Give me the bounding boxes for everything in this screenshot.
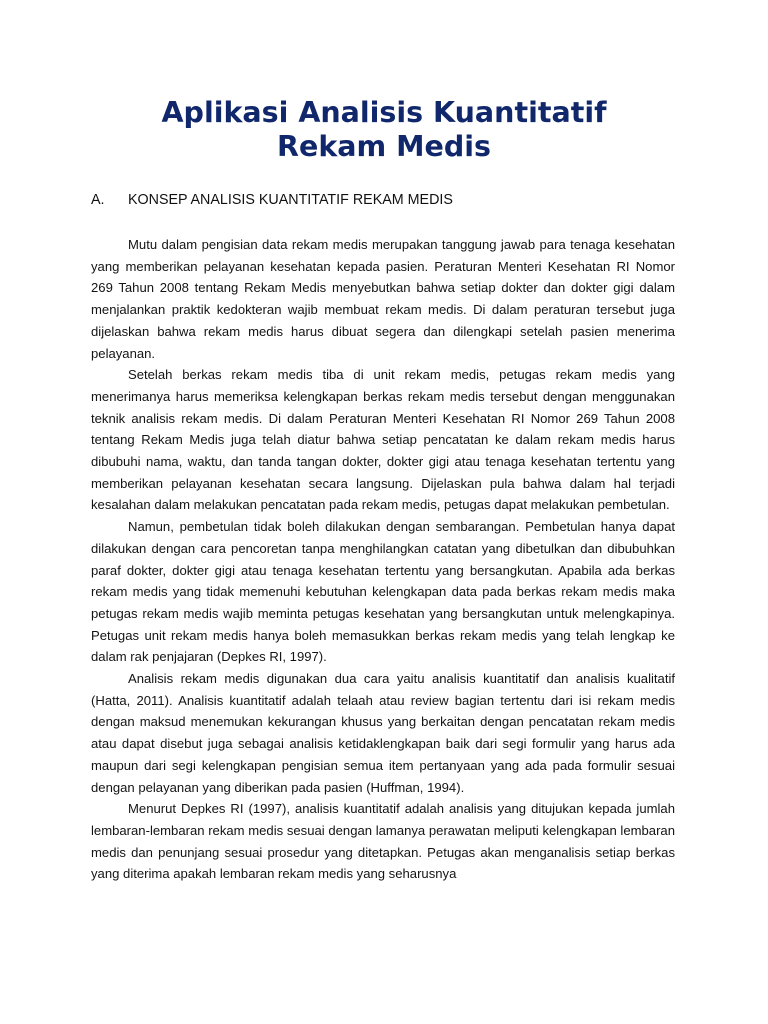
paragraph: Setelah berkas rekam medis tiba di unit rekam medis, petugas rekam medis yang menerimanya harus memeriksa kelengkapan berkas rekam medis tersebut dengan menggunakan teknik analisis rekam medis. Di dalam Peraturan Menteri Kesehatan RI Nomor 269 Tahun 2008 tentang Rekam Medis juga telah diatur bahwa setiap pencatatan ke dalam rekam medis harus dibubuhi nama, waktu, dan tanda tangan dokter, dokter gigi atau tenaga kesehatan tertentu yang memberikan pelayanan kesehatan secara langsung. Dijelaskan pula bahwa dalam hal terjadi kesalahan dalam melakukan pencatatan pada rekam medis, petugas dapat melakukan pembetulan. (91, 367, 675, 513)
section-heading-text: KONSEP ANALISIS KUANTITATIF REKAM MEDIS (128, 192, 453, 208)
document-title (92, 96, 676, 164)
section-letter: A. (91, 192, 105, 208)
paragraph: Analisis rekam medis digunakan dua cara yaitu analisis kuantitatif dan analisis kualitatif (Hatta, 2011). Analisis kuantitatif adalah telaah atau review bagian tertentu dari isi rekam medis dengan maksud menemukan kekurangan khusus yang berkaitan dengan pencatatan rekam medis atau dapat disebut juga sebagai analisis ketidaklengkapan baik dari segi formulir yang harus ada maupun dari segi kelengkapan pengisian semua item pertanyaan yang ada pada formulir sesuai dengan pelayanan yang diberikan pada pasien (Huffman, 1994). (91, 671, 675, 795)
section-heading (91, 190, 675, 210)
body-text (91, 234, 675, 885)
paragraph: Namun, pembetulan tidak boleh dilakukan dengan sembarangan. Pembetulan hanya dapat dilakukan dengan cara pencoretan tanpa menghilangkan catatan yang dibetulkan dan dibubuhkan paraf dokter, dokter gigi atau tenaga kesehatan tertentu yang bersangkutan. Apabila ada berkas rekam medis yang tidak memenuhi kebutuhan kelengkapan data pada berkas rekam medis maka petugas rekam medis wajib meminta petugas kesehatan yang bersangkutan untuk melengkapinya. Petugas unit rekam medis hanya boleh memasukkan berkas rekam medis yang telah lengkap ke dalam rak penjajaran (Depkes RI, 1997). (91, 519, 675, 665)
title-line-2: Rekam Medis (277, 130, 491, 163)
title-line-1: Aplikasi Analisis Kuantitatif (161, 96, 607, 129)
paragraph: Menurut Depkes RI (1997), analisis kuantitatif adalah analisis yang ditujukan kepada jumlah lembaran-lembaran rekam medis sesuai dengan lamanya perawatan meliputi kelengkapan lembaran medis dan penunjang sesuai prosedur yang ditetapkan. Petugas akan menganalisis setiap berkas yang diterima apakah lembaran rekam medis yang seharusnya (91, 801, 675, 882)
paragraph: Mutu dalam pengisian data rekam medis merupakan tanggung jawab para tenaga kesehatan yang memberikan pelayanan kesehatan kepada pasien. Peraturan Menteri Kesehatan RI Nomor 269 Tahun 2008 tentang Rekam Medis menyebutkan bahwa setiap dokter dan dokter gigi dalam menjalankan praktik kedokteran wajib membuat rekam medis. Di dalam peraturan tersebut juga dijelaskan bahwa rekam medis harus dibuat segera dan dilengkapi setelah pasien menerima pelayanan. (91, 237, 675, 361)
